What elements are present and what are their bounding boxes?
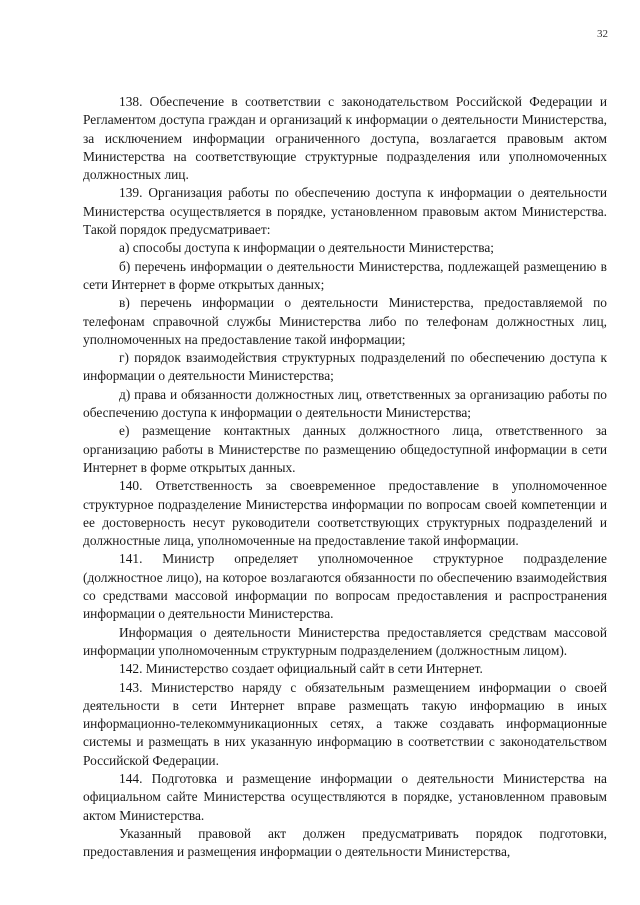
paragraph-141: 141. Министр определяет уполномоченное структурное подразделение (должностное лицо), на которое возлагаются обязанности по обеспечению взаимодействия со средствами массовой информации по вопросам предоставления и распространения информации о деятельности Министерства. [83, 551, 607, 622]
list-item-e: е) размещение контактных данных должностного лица, ответственного за организацию работы в Министерстве по размещению общедоступной информации в сети Интернет в форме открытых данных. [83, 423, 607, 475]
list-item-v: в) перечень информации о деятельности Министерства, предоставляемой по телефонам справочной службы Министерства либо по телефонам должностных лиц, уполномоченных на предоставление такой информации; [83, 295, 607, 347]
list-item-a: а) способы доступа к информации о деятельности Министерства; [119, 240, 495, 256]
paragraph-142: 142. Министерство создает официальный сайт в сети Интернет. [119, 661, 483, 677]
paragraph-143: 143. Министерство наряду с обязательным размещением информации о своей деятельности в сети Интернет вправе размещать такую информацию в иных информационно-телекоммуникационных сетях, а также создавать информационные системы и размещать в них указанную информацию в соответствии с законодательством Российской Федерации. [83, 679, 607, 768]
paragraph-139: 139. Организация работы по обеспечению доступа к информации о деятельности Министерства осуществляется в порядке, установленном правовым актом Министерства. Такой порядок предусматривает: [83, 185, 607, 238]
paragraph-141-continued: Информация о деятельности Министерства предоставляется средствам массовой информации уполномоченным структурным подразделением (должностным лицом). [83, 624, 607, 658]
list-item-b: б) перечень информации о деятельности Министерства, подлежащей размещению в сети Интернет в форме открытых данных; [83, 258, 607, 292]
paragraph-138: 138. Обеспечение в соответствии с законодательством Российской Федерации и Регламентом доступа граждан и организаций к информации о деятельности Министерства, за исключением информации ограниченного доступа, возлагается правовым актом Министерства на соответствующие структурные подразделения или уполномоченных должностных лиц. [83, 94, 607, 183]
list-item-g: г) порядок взаимодействия структурных подразделений по обеспечению доступа к информации о деятельности Министерства; [83, 350, 607, 384]
paragraph-144-continued: Указанный правовой акт должен предусматривать порядок подготовки, предоставления и размещения информации о деятельности Министерства, [83, 825, 607, 860]
paragraph-140: 140. Ответственность за своевременное предоставление в уполномоченное структурное подразделение Министерства информации по вопросам своей компетенции и ее достоверность несут руководители соответствующих структурных подразделений и должностные лица, уполномоченные на предоставление такой информации. [83, 478, 607, 549]
paragraph-144: 144. Подготовка и размещение информации о деятельности Министерства на официальном сайте Министерства осуществляются в порядке, установленном правовым актом Министерства. [83, 770, 607, 823]
page-number: 32 [597, 28, 608, 40]
list-item-d: д) права и обязанности должностных лиц, ответственных за организацию работы по обеспечению доступа к информации о деятельности Министерства; [83, 386, 607, 421]
document-body [83, 93, 607, 861]
